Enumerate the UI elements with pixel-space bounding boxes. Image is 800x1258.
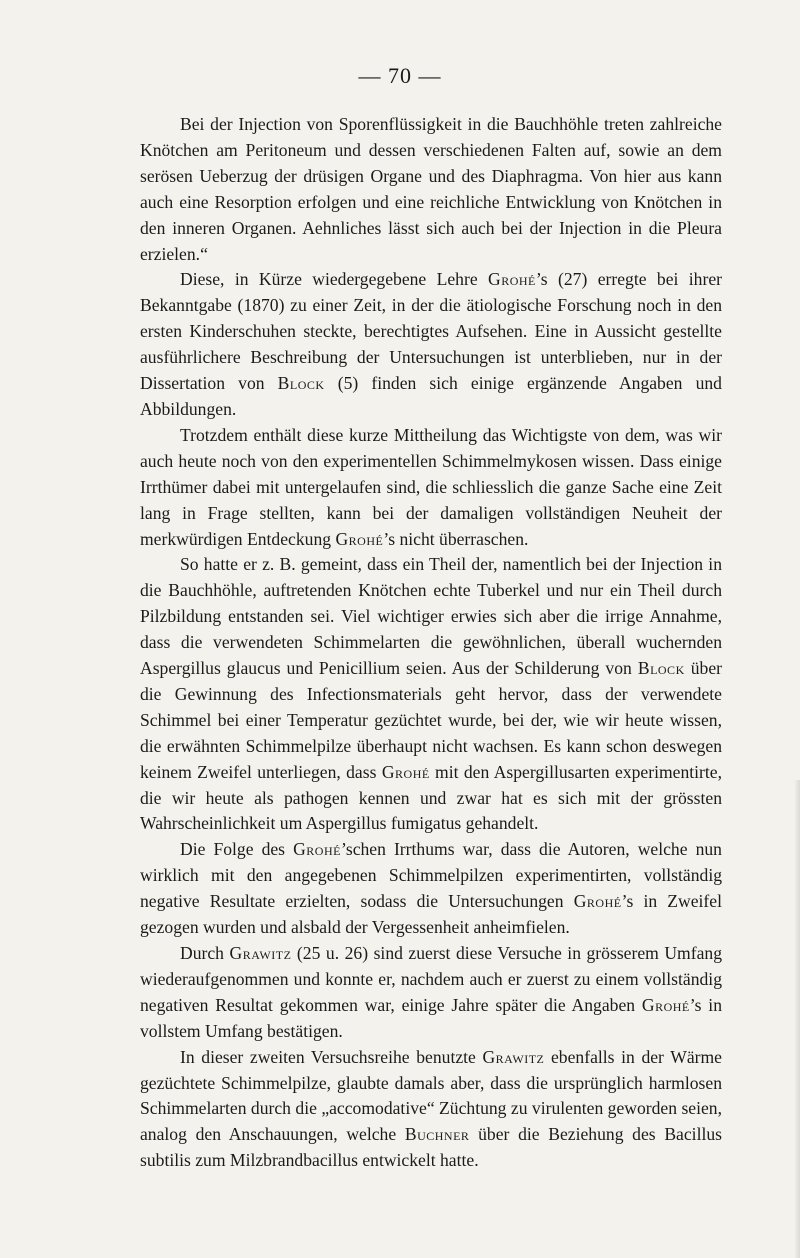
text-run: ’s nicht überraschen. [383,528,529,549]
text-run: Die Folge des [180,839,294,860]
author-name: Grohé [573,891,622,912]
text-run: ’s in Zweifel gezogen wurden und alsbald der Vergessenheit anheimfielen. [140,891,722,938]
paragraph-4 [140,552,722,837]
paragraph-3 [140,423,722,553]
text-run: ’s (27) erregte bei ihrer Bekanntgabe (1870) zu einer Zeit, in der die ätiologische Forschung noch in den ersten Kinderschuhen steckte, berechtigtes Aufsehen. Eine in Aussicht gestellte ausführlichere Beschreibung der Untersuchungen ist unterblieben, nur in der Dissertation von [140,269,722,394]
author-name: Grohé [335,528,384,549]
paragraph-6 [140,941,722,1045]
author-name: Grohé [641,994,690,1015]
author-name: Grohé [381,761,430,782]
paragraph-1 [140,112,722,267]
text-run: über die Gewinnung des Infectionsmaterials geht hervor, dass der verwendete Schimmel bei einer Temperatur gezüchtet wurde, bei der, wie wir heute wissen, die erwähnten Schimmelpilze überhaupt nicht wachsen. Es kann schon deswegen keinem Zweifel unterliegen, dass [140,658,722,782]
text-run: Diese, in Kürze wiedergegebene Lehre [180,269,489,290]
author-name: Grawitz [229,943,292,963]
text-run: (25 u. 26) sind zuerst diese Versuche in grösserem Umfang wiederaufgenommen und konnte er, nachdem auch er zuerst zu einem vollständig negativen Resultat gekommen war, einige Jahre später die Angaben [140,943,722,1015]
paragraph-5 [140,837,722,941]
text-run: Trotzdem enthält diese kurze Mittheilung das Wichtigste von dem, was wir auch heute noch von den experimentellen Schimmelmykosen wissen. Dass einige Irrthümer dabei mit untergelaufen sind, die schliesslich die ganze Sache eine Zeit lang in Frage stellten, kann bei der damaligen vollständigen Neuheit der merkwürdigen Entdeckung [140,424,722,549]
author-name: Grohé [293,839,341,860]
text-run: So hatte er z. B. gemeint, dass ein Theil der, namentlich bei der Injection in die Bauchhöhle, auftretenden Knötchen echte Tuberkel und nur ein Theil durch Pilzbildung entstanden sei. Viel wichtiger erwies sich aber die irrige Annahme, dass die verwendeten Schimmelarten die gewöhnlichen, überall wuchernden Aspergillus glaucus und Penicillium seien. Aus der Schilderung von [140,554,722,679]
text-run: Bei der Injection von Sporenflüssigkeit in die Bauchhöhle treten zahlreiche Knötchen am Peritoneum und dessen verschiedenen Falten auf, sowie an dem serösen Ueberzug der drüsigen Organe und des Diaphragma. Von hier aus kann auch eine Resorption erfolgen und eine reichliche Entwicklung von Knötchen in den inneren Organen. Aehnliches lässt sich auch bei der Injection in die Pleura erzielen.“ [140,114,722,264]
body-text [140,112,722,1174]
paragraph-2 [140,267,722,422]
author-name: Grohé [488,269,536,290]
paragraph-7 [140,1045,722,1175]
text-run: (5) finden sich einige ergänzende Angaben und Abbildungen. [140,373,722,419]
page-number: — 70 — [358,63,442,88]
page-edge-shadow [794,780,800,1258]
text-run: In dieser zweiten Versuchsreihe benutzte [180,1046,483,1067]
text-run: über die Beziehung des Bacillus subtilis zum Milzbrandbacillus entwickelt hatte. [140,1124,722,1171]
author-name: Block [277,373,325,394]
text-run: ’s in vollstem Umfang bestätigen. [140,994,722,1041]
text-run: Durch [180,943,230,963]
author-name: Block [637,658,685,679]
author-name: Grawitz [482,1046,545,1067]
text-run: mit den Aspergillusarten experimentirte, die wir heute als pathogen kennen und zwar hat es sich mit der grössten Wahrscheinlichkeit um Aspergillus fumigatus gehandelt. [140,761,723,834]
text-run: ebenfalls in der Wärme gezüchtete Schimmelpilze, glaubte damals aber, dass die ursprünglich harmlosen Schimmelarten durch die „accomodative“ Züchtung zu virulenten geworden seien, analog den Anschauungen, welche [140,1046,722,1145]
text-run: ’schen Irrthums war, dass die Autoren, welche nun wirklich mit den angegebenen Schimmelpilzen experimentirten, vollständig negative Resultate erzielten, sodass die Untersuchungen [140,839,722,912]
author-name: Buchner [404,1124,470,1145]
